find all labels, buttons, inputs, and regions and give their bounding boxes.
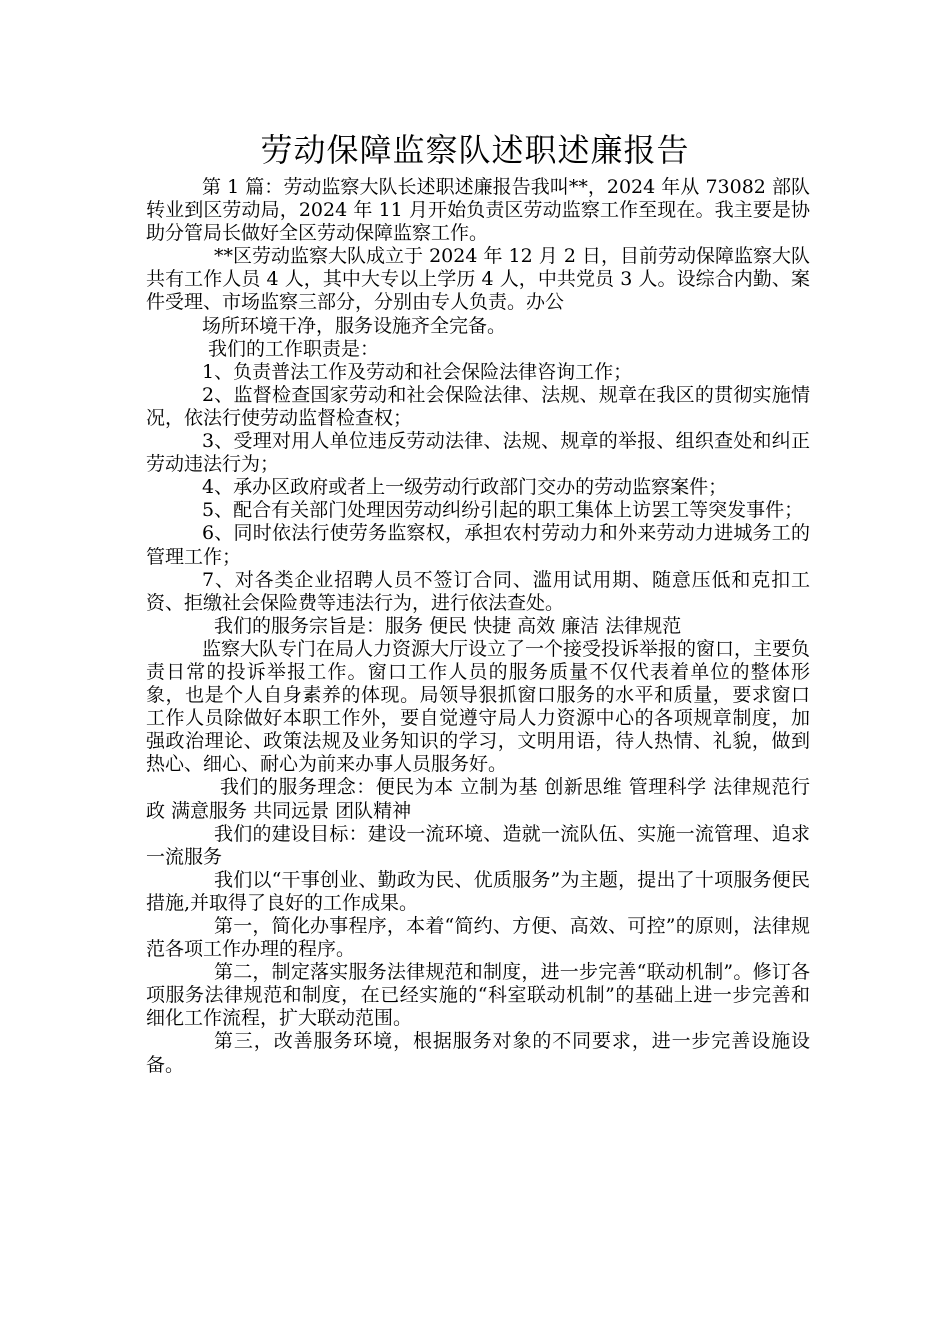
paragraph: 6、同时依法行使劳务监察权，承担农村劳动力和外来劳动力进城务工的管理工作；: [146, 522, 810, 568]
paragraph: 5、配合有关部门处理因劳动纠纷引起的职工集体上访罢工等突发事件；: [202, 499, 804, 522]
paragraph: 我们以“干事创业、勤政为民、优质服务”为主题，提出了十项服务便民措施,并取得了良好的工作成果。: [146, 868, 810, 914]
paragraph: 第 1 篇：劳动监察大队长述职述廉报告我叫**，2024 年从 73082 部队转业到区劳动局，2024 年 11 月开始负责区劳动监察工作至现在。我主要是协助分管局长做好全区劳动保障监察工作。: [146, 176, 810, 245]
paragraph: 第二，制定落实服务法律规范和制度，进一步完善“联动机制”。修订各项服务法律规范和制度，在已经实施的“科室联动机制”的基础上进一步完善和细化工作流程，扩大联动范围。: [146, 961, 810, 1030]
paragraph: 我们的服务理念：便民为本 立制为基 创新思维 管理科学 法律规范行政 满意服务 共同远景 团队精神: [146, 776, 810, 822]
paragraph: 第三，改善服务环境，根据服务对象的不同要求，进一步完善设施设备。: [146, 1030, 810, 1076]
paragraph: 2、监督检查国家劳动和社会保险法律、法规、规章在我区的贯彻实施情况，依法行使劳动监督检查权；: [146, 383, 810, 429]
paragraph: 我们的建设目标：建设一流环境、造就一流队伍、实施一流管理、追求一流服务: [146, 822, 810, 868]
paragraph: 监察大队专门在局人力资源大厅设立了一个接受投诉举报的窗口，主要负责日常的投诉举报工作。窗口工作人员的服务质量不仅代表着单位的整体形象，也是个人自身素养的体现。局领导狠抓窗口服务的水平和质量，要求窗口工作人员除做好本职工作外，要自觉遵守局人力资源中心的各项规章制度，加强政治理论、政策法规及业务知识的学习，文明用语，待人热情、礼貌，做到热心、细心、耐心为前来办事人员服务好。: [146, 637, 811, 776]
paragraph: 1、负责普法工作及劳动和社会保险法律咨询工作；: [202, 360, 633, 383]
document-body: [146, 176, 810, 1077]
paragraph: 第一，简化办事程序，本着“简约、方便、高效、可控”的原则，法律规范各项工作办理的程序。: [146, 915, 810, 961]
paragraph: 4、承办区政府或者上一级劳动行政部门交办的劳动监察案件；: [202, 476, 728, 499]
paragraph: 我们的服务宗旨是：服务 便民 快捷 高效 廉洁 法律规范: [214, 614, 682, 637]
paragraph: 场所环境干净，服务设施齐全完备。: [202, 314, 507, 337]
paragraph: 我们的工作职责是：: [208, 337, 380, 360]
paragraph: 3、受理对用人单位违反劳动法律、法规、规章的举报、组织查处和纠正劳动违法行为；: [146, 430, 810, 476]
paragraph: 7、对各类企业招聘人员不签订合同、滥用试用期、随意压低和克扣工资、拒缴社会保险费等违法行为，进行依法查处。: [146, 568, 810, 614]
document-title: 劳动保障监察队述职述廉报告: [260, 131, 690, 169]
paragraph: **区劳动监察大队成立于 2024 年 12 月 2 日，目前劳动保障监察大队共有工作人员 4 人，其中大专以上学历 4 人，中共党员 3 人。设综合内勤、案件受理、市场监察三部分，分别由专人负责。办公: [146, 245, 810, 314]
